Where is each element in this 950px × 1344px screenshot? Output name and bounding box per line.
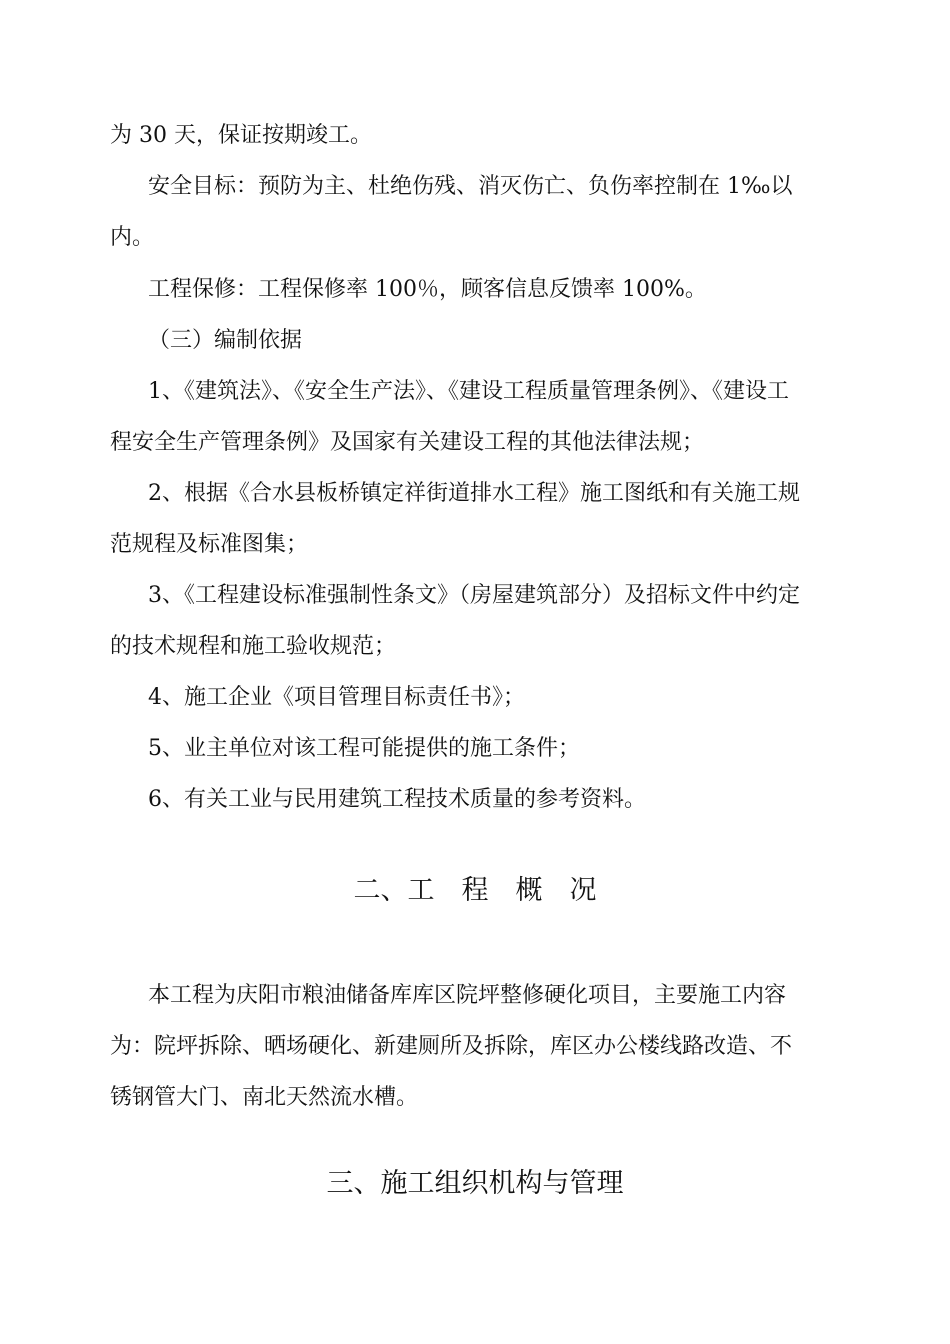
list-item-continuation: 程安全生产管理条例》及国家有关建设工程的其他法律法规； [110,430,705,455]
list-item-continuation: 的技术规程和施工验收规范； [110,634,397,659]
body-text-line: 工程保修：工程保修率 100％，顾客信息反馈率 100%。 [148,277,707,302]
overview-paragraph-line: 锈钢管大门、南北天然流水槽。 [110,1085,419,1110]
overview-paragraph-line: 为：院坪拆除、晒场硬化、新建厕所及拆除，库区办公楼线路改造、不 [110,1034,793,1059]
list-item: 3、《工程建设标准强制性条文》（房屋建筑部分）及招标文件中约定 [148,583,800,608]
list-item: 2、根据《合水县板桥镇定祥街道排水工程》施工图纸和有关施工规 [148,481,800,506]
list-item: 1、《建筑法》、《安全生产法》、《建设工程质量管理条例》、《建设工 [148,379,789,404]
section-heading-overview: 二、工 程 概 况 [353,875,597,906]
section-heading-organization: 三、施工组织机构与管理 [326,1168,624,1199]
list-item: 6、有关工业与民用建筑工程技术质量的参考资料。 [148,787,646,812]
list-item: 5、业主单位对该工程可能提供的施工条件； [148,736,580,761]
body-text-line: 为 30 天，保证按期竣工。 [110,123,372,148]
body-text-line: 安全目标：预防为主、杜绝伤残、消灭伤亡、负伤率控制在 1‰以 [148,174,793,199]
section-subheading: （三）编制依据 [148,328,303,353]
list-item: 4、施工企业《项目管理目标责任书》； [148,685,525,710]
overview-paragraph-line: 本工程为庆阳市粮油储备库库区院坪整修硬化项目，主要施工内容 [148,983,787,1008]
list-item-continuation: 范规程及标准图集； [110,532,309,557]
body-text-line: 内。 [110,225,155,250]
